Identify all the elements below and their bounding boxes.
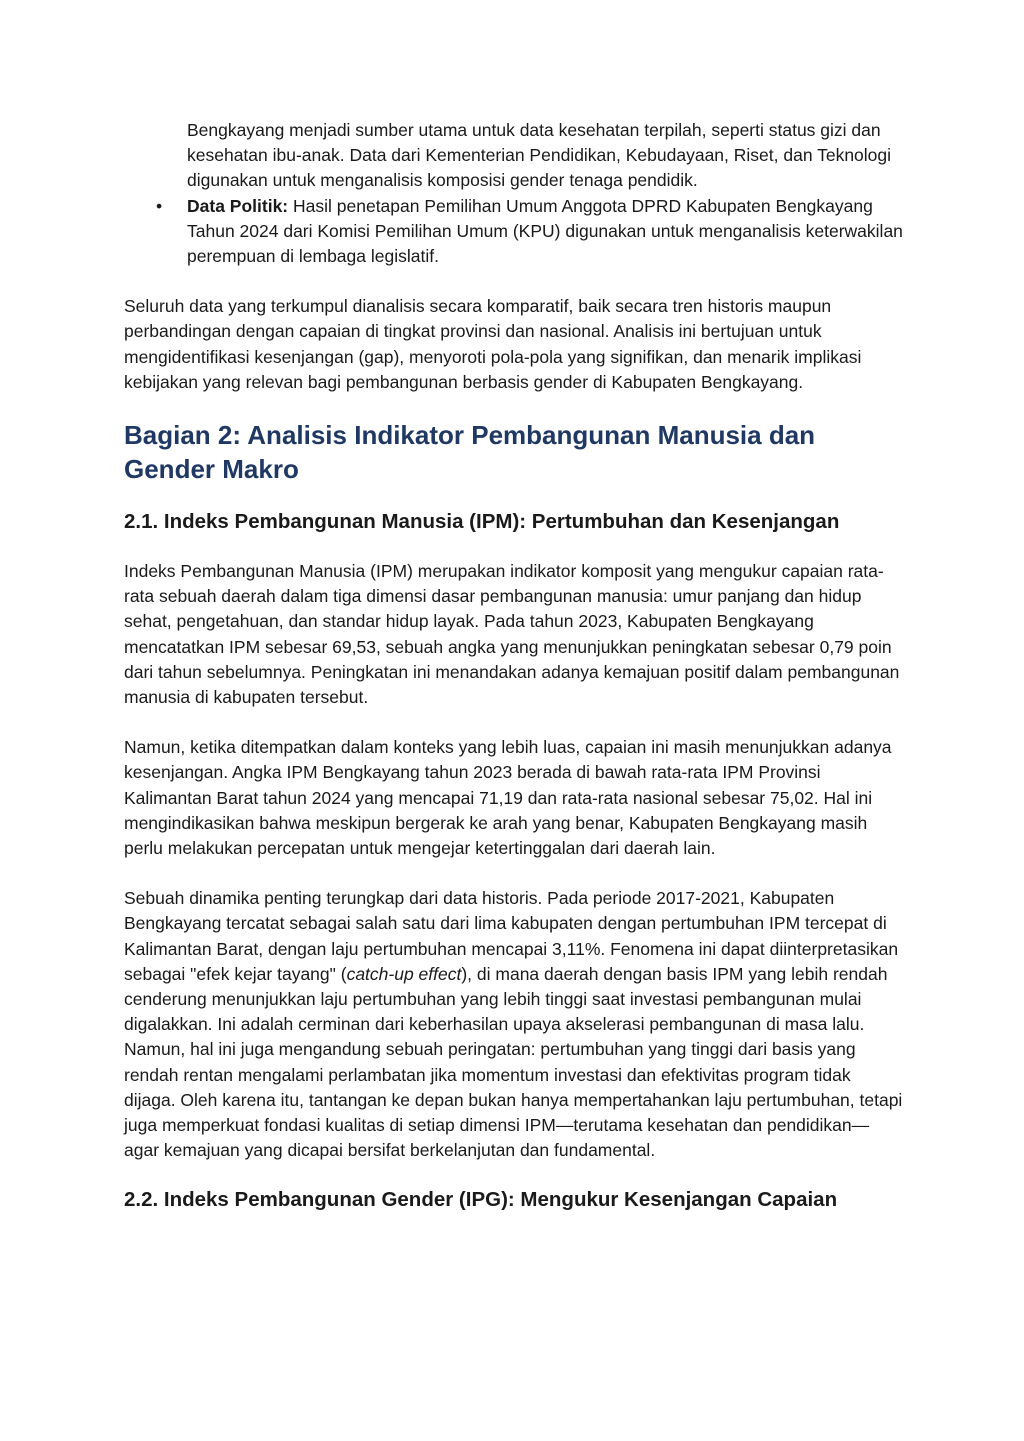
bullet-marker: •	[156, 195, 163, 216]
bullet-continuation: Bengkayang menjadi sumber utama untuk data kesehatan terpilah, seperti status gizi dan kesehatan ibu-anak. Data dari Kementerian Pendidikan, Kebudayaan, Riset, dan Teknologi digunakan untuk menganalisis komposisi gender tenaga pendidik.	[187, 120, 892, 191]
sub-heading-ipg: 2.2. Indeks Pembangunan Gender (IPG): Mengukur Kesenjangan Capaian	[124, 1187, 838, 1211]
paragraph-analysis: Seluruh data yang terkumpul dianalisis secara komparatif, baik secara tren historis maupun perbandingan dengan capaian di tingkat provinsi dan nasional. Analisis ini bertujuan untuk mengidentifikasi kesenjangan (gap), menyoroti pola-pola yang signifikan, dan menarik implikasi kebijakan yang relevan bagi pembangunan berbasis gender di Kabupaten Bengkayang.	[124, 296, 862, 392]
paragraph-ipm-3-before: Sebuah dinamika penting terungkap dari data historis. Pada periode 2017-2021, Kabupaten Bengkayang tercatat sebagai salah satu dari lima kabupaten dengan pertumbuhan IPM tercepat di Kalimantan Barat, dengan laju pertumbuhan mencapai 3,11%. Fenomena ini dapat diinterpretasikan sebagai "efek kejar tayang" (	[124, 888, 899, 984]
bullet-text: Hasil penetapan Pemilihan Umum Anggota DPRD Kabupaten Bengkayang Tahun 2024 dari Komisi Pemilihan Umum (KPU) digunakan untuk menganalisis keterwakilan perempuan di lembaga legislatif.	[187, 195, 903, 267]
document-page	[124, 118, 904, 1214]
bullet-item-politik	[124, 194, 904, 270]
paragraph-ipm-1: Indeks Pembangunan Manusia (IPM) merupakan indikator komposit yang mengukur capaian rata-rata sebuah daerah dalam tiga dimensi dasar pembangunan manusia: umur panjang dan hidup sehat, pengetahuan, dan standar hidup layak. Pada tahun 2023, Kabupaten Bengkayang mencatatkan IPM sebesar 69,53, sebuah angka yang menunjukkan peningkatan sebesar 0,79 poin dari tahun sebelumnya. Peningkatan ini menandakan adanya kemajuan positif dalam pembangunan manusia di kabupaten tersebut.	[124, 561, 900, 708]
paragraph-ipm-3	[124, 886, 904, 1163]
bullet-list	[124, 194, 904, 270]
section-heading: Bagian 2: Analisis Indikator Pembangunan Manusia dan Gender Makro	[124, 420, 816, 485]
sub-heading-ipm: 2.1. Indeks Pembangunan Manusia (IPM): Pertumbuhan dan Kesenjangan	[124, 510, 840, 534]
bullet-label: Data Politik:	[187, 195, 289, 216]
catch-up-effect-term: catch-up effect	[346, 963, 462, 984]
paragraph-ipm-3-after: ), di mana daerah dengan basis IPM yang lebih rendah cenderung menunjukkan laju pertumbuhan yang lebih tinggi saat investasi pembangunan mulai digalakkan. Ini adalah cerminan dari keberhasilan upaya akselerasi pembangunan di masa lalu. Namun, hal ini juga mengandung sebuah peringatan: pertumbuhan yang tinggi dari basis yang rendah rentan mengalami perlambatan jika momentum investasi dan efektivitas program tidak dijaga. Oleh karena itu, tantangan ke depan bukan hanya mempertahankan laju pertumbuhan, tetapi juga memperkuat fondasi kualitas di setiap dimensi IPM—terutama kesehatan dan pendidikan—agar kemajuan yang dicapai bersifat berkelanjutan dan fundamental.	[124, 963, 903, 1161]
paragraph-ipm-2: Namun, ketika ditempatkan dalam konteks yang lebih luas, capaian ini masih menunjukkan adanya kesenjangan. Angka IPM Bengkayang tahun 2023 berada di bawah rata-rata IPM Provinsi Kalimantan Barat tahun 2024 yang mencapai 71,19 dan rata-rata nasional sebesar 75,02. Hal ini mengindikasikan bahwa meskipun bergerak ke arah yang benar, Kabupaten Bengkayang masih perlu melakukan percepatan untuk mengejar ketertinggalan dari daerah lain.	[124, 737, 892, 859]
